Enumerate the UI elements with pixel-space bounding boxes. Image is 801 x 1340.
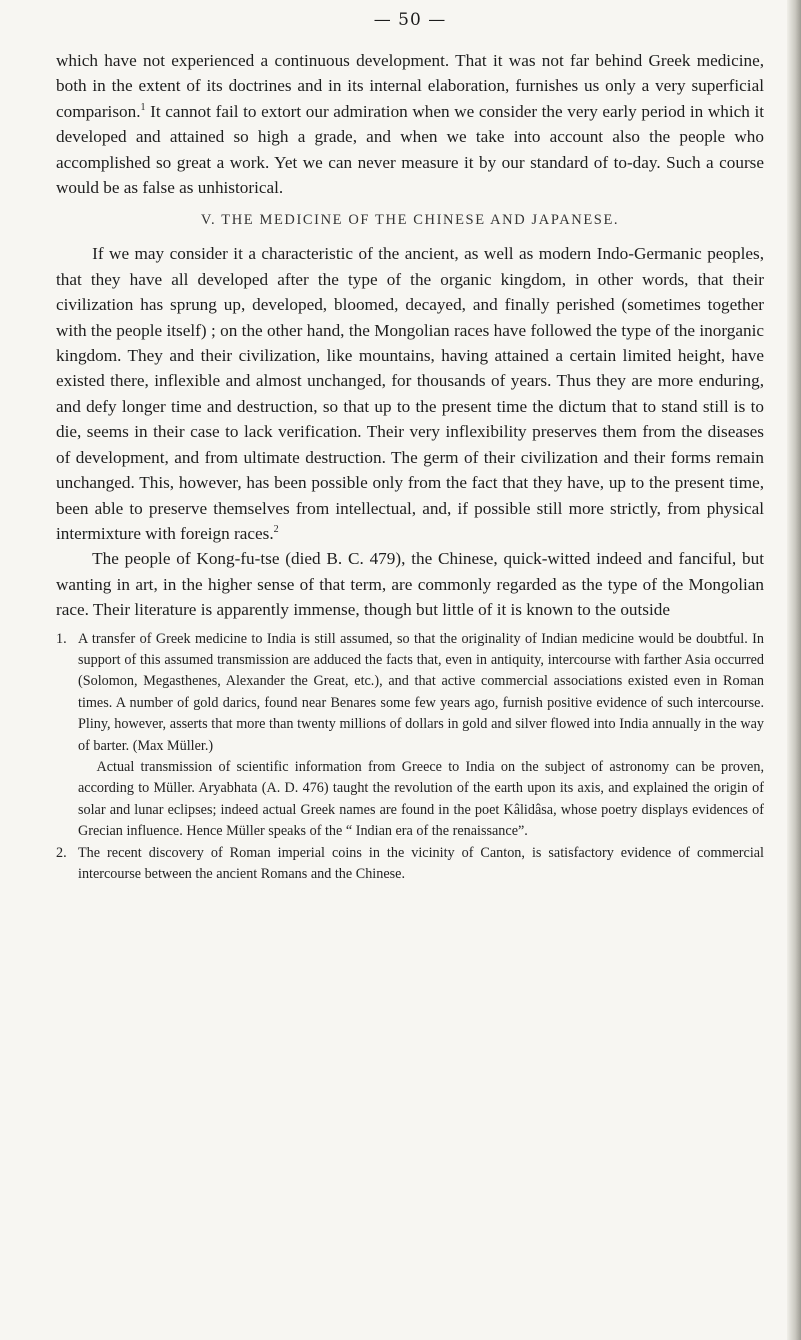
footnote-1-text-continued: Actual transmission of scientific information from Greece to India on the subject of astronomy can be proven, according to Müller. Aryabhata (A. D. 476) taught the revolution of the earth upon its axis, and explained the origin of solar and lunar eclipses; indeed actual Greek names are found in the poet Kâlidâsa, whose poetry displays evidences of Grecian influence. Hence Müller speaks of the “ Indian era of the renaissance”. [78, 758, 764, 840]
footnote-1-number: 1. [56, 630, 67, 647]
book-page [56, 10, 764, 885]
section-heading: V. THE MEDICINE OF THE CHINESE AND JAPANESE. [200, 212, 620, 229]
paragraph-1-continued: It cannot fail to extort our admiration when we consider the very early period in which it developed and attained so high a grade, and when we take into account also the people who accomplished so great a work. Yet we can never measure it by our standard of to-day. Such a course would be as false as unhistorical. [56, 101, 764, 198]
footnote-1-text: A transfer of Greek medicine to India is still assumed, so that the originality of Indian medicine would be doubtful. In support of this assumed transmission are adduced the facts that, even in antiquity, intercourse with farther Asia occurred (Solomon, Megasthenes, Alexander the Great, etc.), and that active commercial associations existed even in Roman times. A number of gold darics, found near Benares some few years ago, furnish positive evidence of such intercourse. Pliny, however, asserts that more than twenty millions of dollars in gold and silver flowed into India annually in the way of barter. (Max Müller.) [78, 630, 764, 754]
footnotes [56, 629, 764, 886]
paragraph-1-text: which have not experienced a continuous development. That it was not far behind Greek medicine, both in the extent of its doctrines and in its internal elaboration, furnishes us only a very superficial comparison. [56, 51, 764, 121]
paragraph-3: The people of Kong-fu-tse (died B. C. 479), the Chinese, quick-witted indeed and fanciful, but wanting in art, in the higher sense of that term, are commonly regarded as the type of the Mongolian race. Their literature is apparently immense, though but little of it is known to the outside [56, 549, 764, 620]
page-edge-shadow [787, 0, 801, 1340]
footnote-2-number: 2. [56, 844, 67, 861]
paragraph-2-text: If we may consider it a characteristic of the ancient, as well as modern Indo-Germanic peoples, that they have all developed after the type of the organic kingdom, in other words, that their civilization has sprung up, developed, bloomed, decayed, and finally perished (sometimes together with the people itself) ; on the other hand, the Mongolian races have followed the type of the inorganic kingdom. They and their civilization, like mountains, having attained a certain limited height, have existed there, inflexible and almost unchanged, for thousands of years. Thus they are more enduring, and defy longer time and destruction, so that up to the present time the dictum that to stand still is to die, seems in their case to lack verification. Their very inflexibility preserves them from the diseases of development, and from ultimate destruction. The germ of their civilization and their forms remain unchanged. This, however, has been possible only from the fact that they have, up to the present time, been able to preserve themselves from intellectual, and, if possible still more strictly, from physical intermixture with foreign races. [56, 244, 764, 543]
footnote-2-text: The recent discovery of Roman imperial coins in the vicinity of Canton, is satisfactory evidence of commercial intercourse between the ancient Romans and the Chinese. [78, 844, 764, 882]
paragraph-1 [56, 48, 764, 200]
footnote-2 [56, 843, 764, 886]
footnote-ref-2[interactable]: 2 [273, 523, 279, 535]
footnote-1 [56, 629, 764, 843]
footnote-ref-1[interactable]: 1 [140, 101, 146, 113]
page-number: — 50 — [373, 10, 447, 30]
paragraph-2 [56, 241, 764, 546]
